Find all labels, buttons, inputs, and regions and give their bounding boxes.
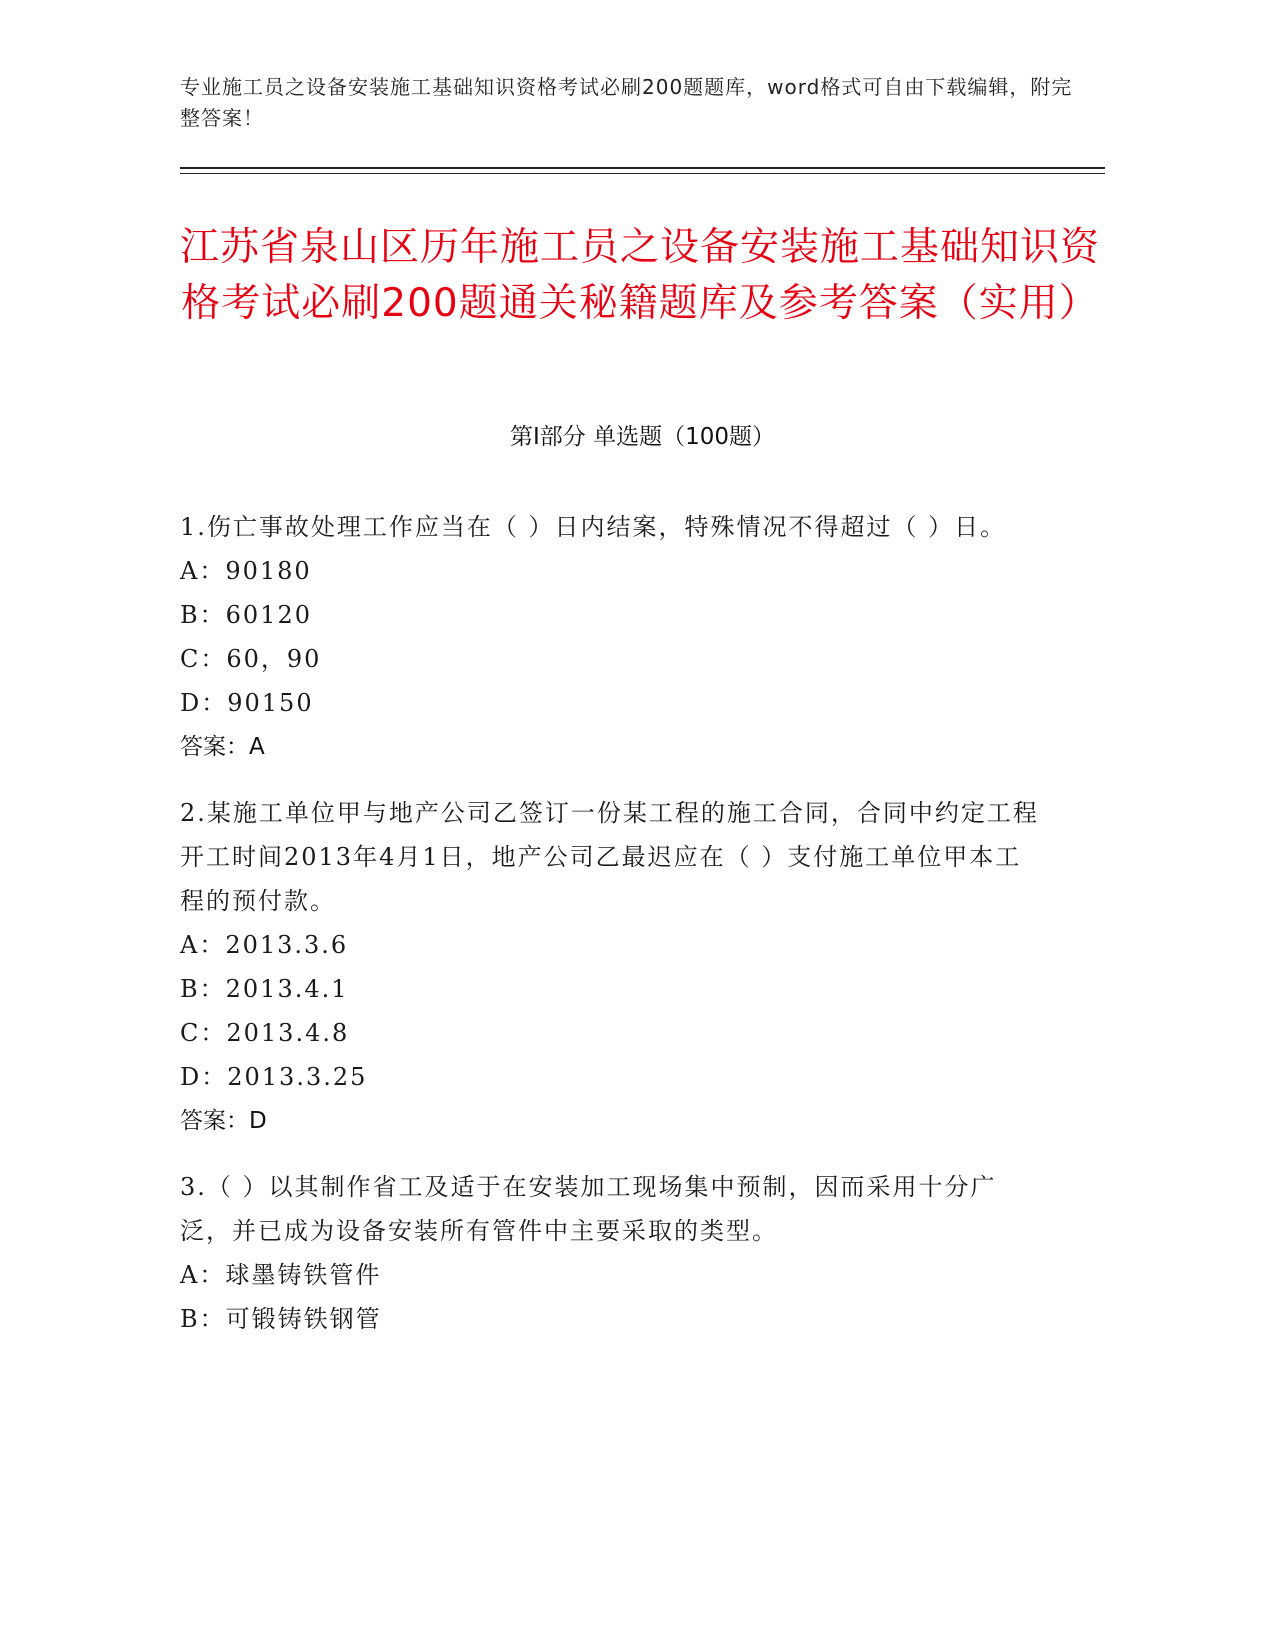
question-text: 3.（ ）以其制作省工及适于在安装加工现场集中预制，因而采用十分广泛，并已成为设备安装所有管件中主要采取的类型。 bbox=[180, 1173, 997, 1245]
answer: 答案：A bbox=[180, 734, 265, 760]
question-list bbox=[180, 505, 1040, 1363]
answer: 答案：D bbox=[180, 1108, 267, 1134]
question-2 bbox=[180, 791, 1040, 1143]
option-a: A：2013.3.6 bbox=[180, 931, 349, 959]
option-d: D：90150 bbox=[180, 689, 314, 717]
header-divider-thick bbox=[180, 167, 1105, 169]
header-note: 专业施工员之设备安装施工基础知识资格考试必刷200题题库，word格式可自由下载编辑，附完整答案！ bbox=[180, 75, 1073, 130]
option-c: C：60，90 bbox=[180, 645, 322, 673]
question-3 bbox=[180, 1165, 1040, 1341]
section-title: 第Ⅰ部分 单选题（100题） bbox=[510, 424, 775, 450]
option-b: B：2013.4.1 bbox=[180, 975, 349, 1003]
question-1 bbox=[180, 505, 1040, 769]
option-a: A：90180 bbox=[180, 557, 312, 585]
option-b: B：可锻铸铁钢管 bbox=[180, 1305, 382, 1333]
question-text: 1.伤亡事故处理工作应当在（ ）日内结案，特殊情况不得超过（ ）日。 bbox=[180, 513, 1007, 541]
option-d: D：2013.3.25 bbox=[180, 1063, 368, 1091]
header-divider-thin bbox=[180, 173, 1105, 174]
document-title: 江苏省泉山区历年施工员之设备安装施工基础知识资格考试必刷200题通关秘籍题库及参考答案（实用） bbox=[179, 225, 1100, 326]
question-text: 2.某施工单位甲与地产公司乙签订一份某工程的施工合同，合同中约定工程开工时间2013年4月1日，地产公司乙最迟应在（ ）支付施工单位甲本工程的预付款。 bbox=[180, 799, 1039, 915]
option-a: A：球墨铸铁管件 bbox=[180, 1261, 382, 1289]
option-c: C：2013.4.8 bbox=[180, 1019, 350, 1047]
option-b: B：60120 bbox=[180, 601, 312, 629]
